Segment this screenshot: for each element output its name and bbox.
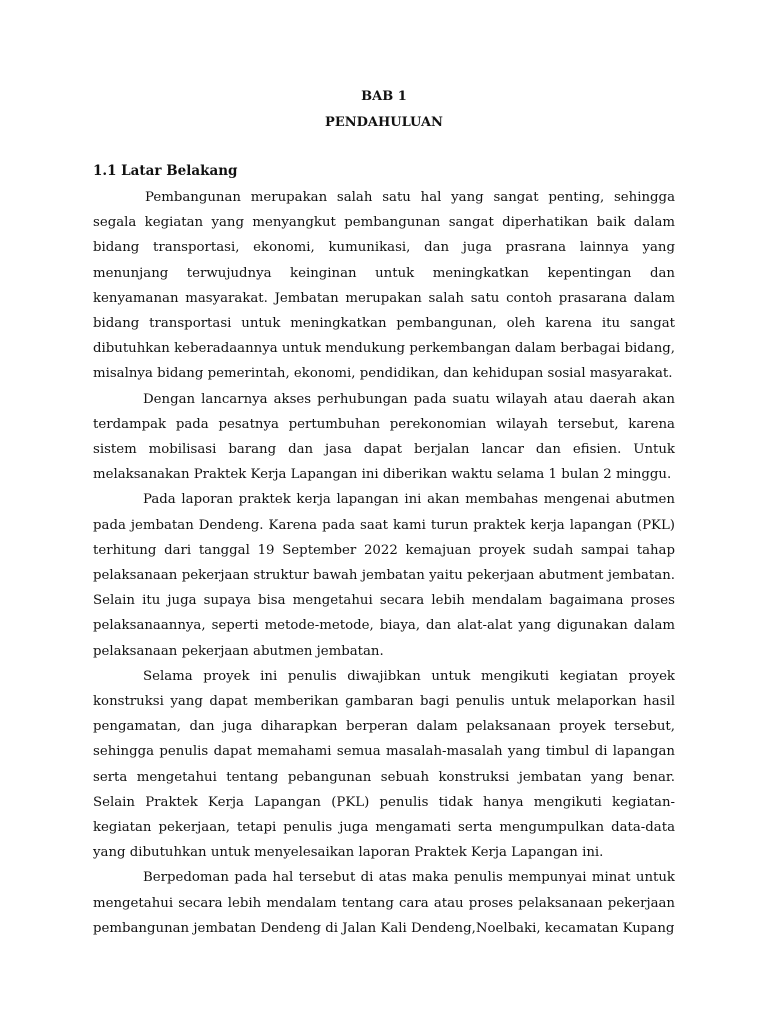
body-text <box>93 185 675 941</box>
paragraph-3: Pada laporan praktek kerja lapangan ini akan membahas mengenai abutmen pada jembatan Dendeng. Karena pada saat kami turun praktek kerja lapangan (PKL) terhitung dari tanggal 19 September 2022 kemajuan proyek sudah sampai tahap pelaksanaan pekerjaan struktur bawah jembatan yaitu pekerjaan abutment jembatan. Selain itu juga supaya bisa mengetahui secara lebih mendalam bagaimana proses pelaksanaannya, seperti metode-metode, biaya, dan alat-alat yang digunakan dalam pelaksanaan pekerjaan abutmen jembatan. <box>93 492 675 659</box>
paragraph-2: Dengan lancarnya akses perhubungan pada suatu wilayah atau daerah akan terdampak pada pesatnya pertumbuhan perekonomian wilayah tersebut, karena sistem mobilisasi barang dan jasa dapat berjalan lancar dan efisien. Untuk melaksanakan Praktek Kerja Lapangan ini diberikan waktu selama 1 bulan 2 minggu. <box>93 391 675 483</box>
paragraph-4: Selama proyek ini penulis diwajibkan untuk mengikuti kegiatan proyek konstruksi yang dapat memberikan gambaran bagi penulis untuk melaporkan hasil pengamatan, dan juga diharapkan berperan dalam pelaksanaan proyek tersebut, sehingga penulis dapat memahami semua masalah-masalah yang timbul di lapangan serta mengetahui tentang pebangunan sebuah konstruksi jembatan yang benar. Selain Praktek Kerja Lapangan (PKL) penulis tidak hanya mengikuti kegiatan-kegiatan pekerjaan, tetapi penulis juga mengamati serta mengumpulkan data-data yang dibutuhkan untuk menyelesaikan laporan Praktek Kerja Lapangan ini. <box>93 668 675 861</box>
paragraph-1: Pembangunan merupakan salah satu hal yang sangat penting, sehingga segala kegiatan yang menyangkut pembangunan sangat diperhatikan baik dalam bidang transportasi, ekonomi, kumunikasi, dan juga prasrana lainnya yang menunjang terwujudnya keinginan untuk meningkatkan kepentingan dan kenyamanan masyarakat. Jembatan merupakan salah satu contoh prasarana dalam bidang transportasi untuk meningkatkan pembangunan, oleh karena itu sangat dibutuhkan keberadaannya untuk mendukung perkembangan dalam berbagai bidang, misalnya bidang pemerintah, ekonomi, pendidikan, dan kehidupan sosial masyarakat. <box>93 190 675 382</box>
chapter-title: PENDAHULUAN <box>325 115 443 130</box>
chapter-number: BAB 1 <box>361 89 407 104</box>
section-title: 1.1 Latar Belakang <box>93 163 238 179</box>
paragraph-5: Berpedoman pada hal tersebut di atas maka penulis mempunyai minat untuk mengetahui secara lebih mendalam tentang cara atau proses pelaksanaan pekerjaan pembangunan jembatan Dendeng di Jalan Kali Dendeng,Noelbaki, kecamatan Kupang <box>93 870 675 936</box>
